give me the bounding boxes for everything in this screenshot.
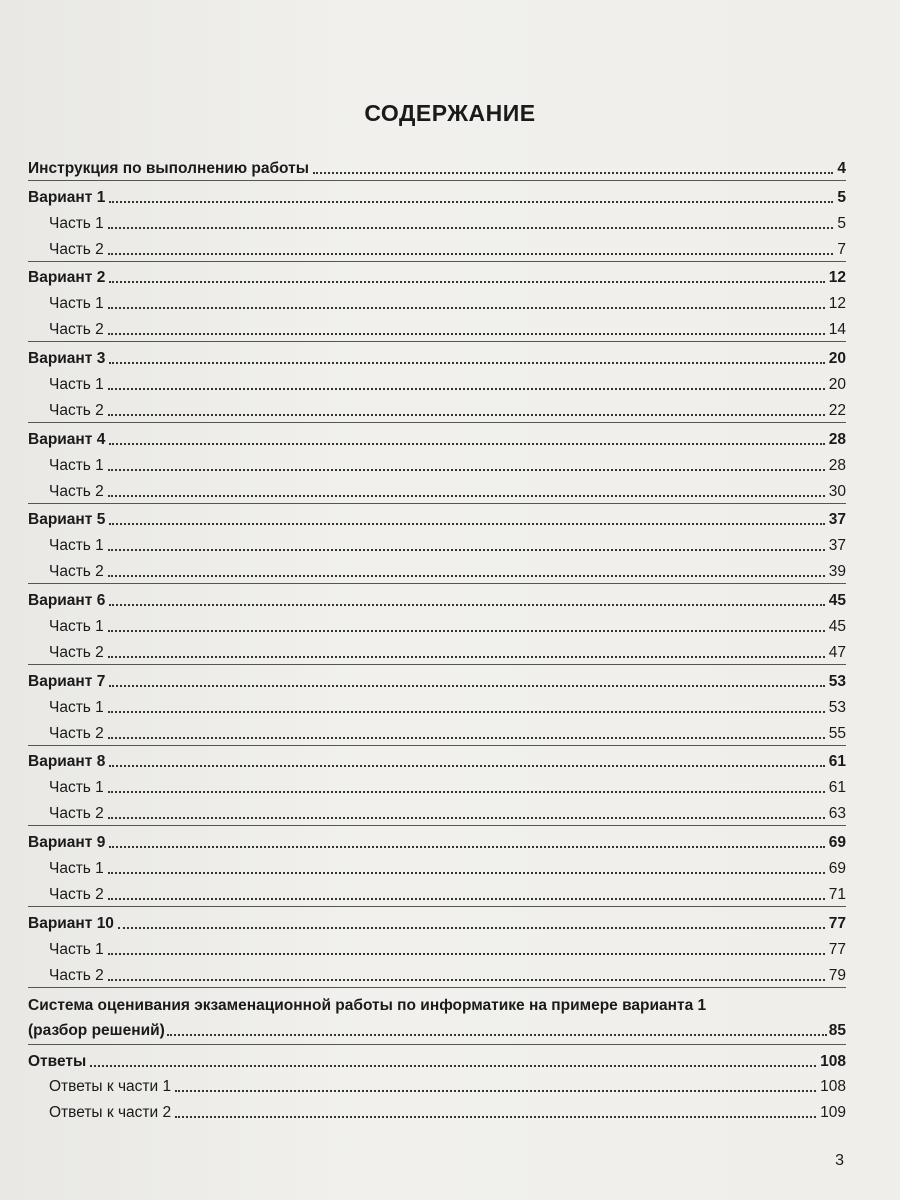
dot-leader <box>109 685 824 687</box>
toc-entry-label: Вариант 6 <box>28 592 106 610</box>
toc-section-entry <box>28 665 846 691</box>
dot-leader <box>109 281 824 283</box>
toc-entry-page: 22 <box>828 401 846 419</box>
dot-leader <box>313 172 833 174</box>
toc-subentry <box>28 691 846 717</box>
toc-entry-page: 7 <box>837 240 846 258</box>
dot-leader <box>108 791 825 793</box>
toc-subentry <box>28 610 846 636</box>
toc-section-entry <box>28 907 846 933</box>
dot-leader <box>108 898 825 900</box>
toc-entry-label: Вариант 3 <box>28 350 106 368</box>
toc-entry-label: Часть 1 <box>49 860 104 878</box>
toc-entry-label: Часть 2 <box>49 563 104 581</box>
toc-entry-label: Ответы к части 1 <box>49 1078 172 1096</box>
dot-leader <box>109 201 833 203</box>
toc-entry-page: 63 <box>828 805 846 823</box>
dot-leader <box>108 817 825 819</box>
toc-section-entry <box>28 342 846 368</box>
dot-leader <box>108 388 825 390</box>
dot-leader <box>90 1065 816 1067</box>
toc-entry-page: 47 <box>828 643 846 661</box>
toc-entry-page: 14 <box>828 321 846 339</box>
toc-entry-page: 5 <box>837 214 846 232</box>
toc-entry-label: Часть 1 <box>49 214 104 232</box>
toc-entry-label: Система оценивания экзаменационной работы по информатике на примере варианта 1 <box>28 996 707 1014</box>
table-of-contents <box>28 152 846 1122</box>
dot-leader <box>108 575 825 577</box>
toc-section-entry <box>28 152 846 178</box>
toc-entry-label: Ответы <box>28 1052 87 1070</box>
toc-section-entry <box>28 262 846 288</box>
toc-entry-label: Вариант 7 <box>28 672 106 690</box>
dot-leader <box>167 1034 827 1036</box>
toc-section-entry <box>28 423 846 449</box>
toc-section-entry <box>28 826 846 852</box>
toc-entry-label: Часть 1 <box>49 779 104 797</box>
toc-entry-label: Вариант 1 <box>28 188 106 206</box>
toc-subentry <box>28 555 846 581</box>
toc-entry-page: 37 <box>828 537 846 555</box>
toc-entry-page: 71 <box>828 885 846 903</box>
toc-entry-label: Часть 2 <box>49 724 104 742</box>
toc-entry-page: 55 <box>828 724 846 742</box>
toc-subentry <box>28 313 846 339</box>
dot-leader <box>108 469 825 471</box>
dot-leader <box>109 846 824 848</box>
toc-entry-page: 39 <box>828 563 846 581</box>
page-title: СОДЕРЖАНИЕ <box>364 100 536 126</box>
toc-entry-page: 5 <box>837 188 846 206</box>
toc-entry-page: 69 <box>828 860 846 878</box>
dot-leader <box>175 1116 816 1118</box>
toc-subentry <box>28 959 846 985</box>
dot-leader <box>108 253 834 255</box>
toc-entry-label: Вариант 4 <box>28 430 106 448</box>
toc-entry-label: Вариант 8 <box>28 753 106 771</box>
toc-section-entry <box>28 504 846 530</box>
toc-entry-label: Ответы к части 2 <box>49 1104 172 1122</box>
toc-subentry <box>28 1071 846 1097</box>
toc-entry-label: Часть 1 <box>49 295 104 313</box>
toc-entry-page: 61 <box>828 753 846 771</box>
dot-leader <box>108 979 825 981</box>
toc-entry-label: Вариант 10 <box>28 914 114 932</box>
toc-subentry <box>28 449 846 475</box>
dot-leader <box>108 414 825 416</box>
toc-entry-label: Часть 2 <box>49 805 104 823</box>
toc-entry-label: Часть 2 <box>49 321 104 339</box>
dot-leader <box>175 1090 816 1092</box>
toc-subentry <box>28 933 846 959</box>
toc-entry-label: Часть 2 <box>49 240 104 258</box>
dot-leader <box>108 737 825 739</box>
toc-subentry <box>28 797 846 823</box>
dot-leader <box>108 549 825 551</box>
toc-subentry <box>28 529 846 555</box>
dot-leader <box>108 630 825 632</box>
toc-entry-page: 108 <box>820 1052 846 1070</box>
toc-entry-page: 37 <box>828 511 846 529</box>
toc-entry-page: 77 <box>828 914 846 932</box>
dot-leader <box>109 362 824 364</box>
toc-entry-label: Часть 2 <box>49 966 104 984</box>
toc-grading-entry <box>28 988 846 1040</box>
dot-leader <box>109 765 824 767</box>
toc-entry-page: 85 <box>828 1021 846 1039</box>
toc-entry-page: 53 <box>828 698 846 716</box>
toc-entry-page: 53 <box>828 672 846 690</box>
toc-subentry <box>28 475 846 501</box>
dot-leader <box>108 711 825 713</box>
toc-entry-label: Вариант 2 <box>28 269 106 287</box>
toc-entry-label: Вариант 9 <box>28 834 106 852</box>
toc-section-entry <box>28 1045 846 1071</box>
dot-leader <box>108 307 825 309</box>
toc-subentry <box>28 394 846 420</box>
toc-entry-label: Часть 1 <box>49 618 104 636</box>
toc-subentry <box>28 878 846 904</box>
toc-section-entry <box>28 181 846 207</box>
toc-entry-label: Часть 2 <box>49 482 104 500</box>
toc-entry-label: Часть 1 <box>49 456 104 474</box>
page-number: 3 <box>835 1152 844 1169</box>
toc-section-entry <box>28 746 846 772</box>
toc-entry-page: 12 <box>828 295 846 313</box>
toc-entry-label-continued: (разбор решений) <box>28 1021 165 1039</box>
toc-entry-page: 45 <box>828 592 846 610</box>
toc-subentry <box>28 233 846 259</box>
dot-leader <box>108 656 825 658</box>
toc-entry-label: Часть 1 <box>49 376 104 394</box>
toc-subentry <box>28 1096 846 1122</box>
toc-entry-label: Часть 1 <box>49 940 104 958</box>
toc-entry-label: Часть 2 <box>49 643 104 661</box>
toc-entry-label: Часть 1 <box>49 698 104 716</box>
toc-subentry <box>28 207 846 233</box>
toc-entry-page: 61 <box>828 779 846 797</box>
toc-subentry <box>28 717 846 743</box>
toc-entry-page: 77 <box>828 940 846 958</box>
toc-entry-label: Часть 2 <box>49 401 104 419</box>
toc-subentry <box>28 852 846 878</box>
toc-entry-label: Инструкция по выполнению работы <box>28 159 309 177</box>
toc-entry-page: 12 <box>828 269 846 287</box>
toc-entry-label: Часть 1 <box>49 537 104 555</box>
toc-entry-label: Вариант 5 <box>28 511 106 529</box>
dot-leader <box>118 927 825 929</box>
toc-subentry <box>28 636 846 662</box>
toc-section-entry <box>28 584 846 610</box>
toc-subentry <box>28 287 846 313</box>
dot-leader <box>108 227 834 229</box>
toc-entry-page: 20 <box>828 350 846 368</box>
dot-leader <box>109 523 824 525</box>
dot-leader <box>108 953 825 955</box>
toc-subentry <box>28 771 846 797</box>
toc-subentry <box>28 368 846 394</box>
toc-entry-page: 45 <box>828 618 846 636</box>
toc-entry-page: 79 <box>828 966 846 984</box>
dot-leader <box>109 443 824 445</box>
toc-entry-label: Часть 2 <box>49 885 104 903</box>
toc-entry-page: 30 <box>828 482 846 500</box>
toc-entry-page: 69 <box>828 834 846 852</box>
toc-entry-page: 4 <box>837 159 846 177</box>
toc-entry-page: 20 <box>828 376 846 394</box>
toc-entry-page: 108 <box>820 1078 846 1096</box>
dot-leader <box>108 333 825 335</box>
toc-entry-page: 28 <box>828 430 846 448</box>
toc-entry-page: 109 <box>820 1104 846 1122</box>
dot-leader <box>108 495 825 497</box>
dot-leader <box>109 604 824 606</box>
toc-entry-page: 28 <box>828 456 846 474</box>
dot-leader <box>108 872 825 874</box>
